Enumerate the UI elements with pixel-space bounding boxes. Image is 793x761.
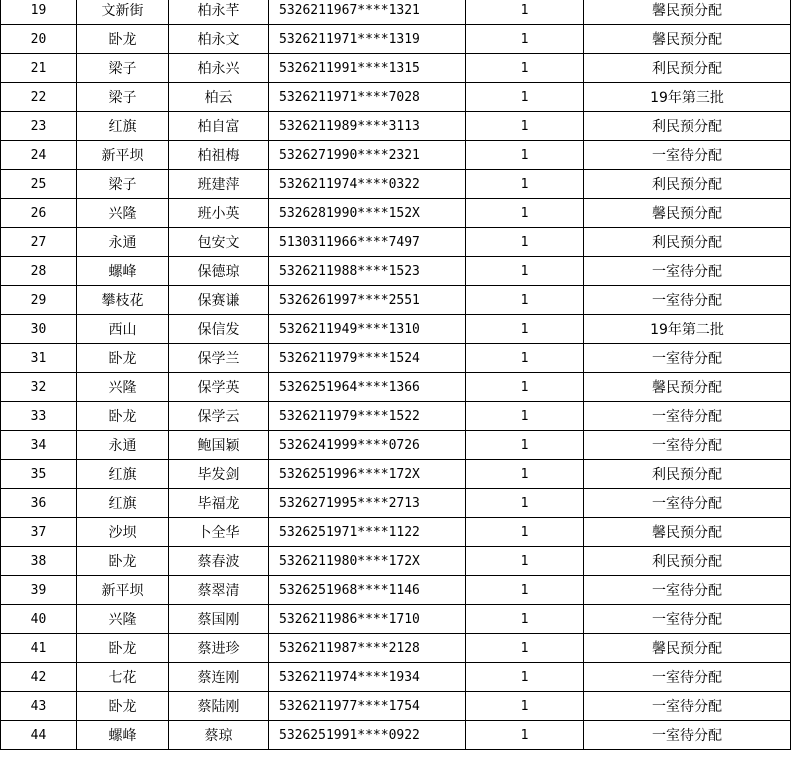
- id-number-cell: 5326211988****1523: [269, 257, 466, 286]
- status-cell: 一室待分配: [584, 431, 791, 460]
- row-number-cell: 21: [1, 54, 77, 83]
- quantity-cell: 1: [466, 141, 584, 170]
- row-number-cell: 40: [1, 605, 77, 634]
- row-number-cell: 23: [1, 112, 77, 141]
- table-row: [1, 634, 791, 663]
- id-number-cell: 5326211971****7028: [269, 83, 466, 112]
- quantity-cell: 1: [466, 83, 584, 112]
- row-number-cell: 35: [1, 460, 77, 489]
- table-row: [1, 54, 791, 83]
- status-cell: 19年第三批: [584, 83, 791, 112]
- quantity-cell: 1: [466, 344, 584, 373]
- row-number-cell: 32: [1, 373, 77, 402]
- status-cell: 一室待分配: [584, 605, 791, 634]
- id-number-cell: 5326251971****1122: [269, 518, 466, 547]
- table-row: [1, 431, 791, 460]
- id-number-cell: 5326211991****1315: [269, 54, 466, 83]
- area-cell: 新平坝: [77, 141, 169, 170]
- area-cell: 兴隆: [77, 373, 169, 402]
- id-number-cell: 5326271995****2713: [269, 489, 466, 518]
- quantity-cell: 1: [466, 199, 584, 228]
- id-number-cell: 5326211967****1321: [269, 0, 466, 25]
- status-cell: 馨民预分配: [584, 199, 791, 228]
- person-name-cell: 保学云: [169, 402, 269, 431]
- status-cell: 一室待分配: [584, 257, 791, 286]
- person-name-cell: 蔡翠清: [169, 576, 269, 605]
- table-row: [1, 25, 791, 54]
- area-cell: 螺峰: [77, 721, 169, 750]
- table-row: [1, 518, 791, 547]
- row-number-cell: 33: [1, 402, 77, 431]
- table-body: [1, 0, 791, 750]
- row-number-cell: 31: [1, 344, 77, 373]
- table-row: [1, 199, 791, 228]
- quantity-cell: 1: [466, 576, 584, 605]
- quantity-cell: 1: [466, 692, 584, 721]
- area-cell: 梁子: [77, 170, 169, 199]
- quantity-cell: 1: [466, 25, 584, 54]
- area-cell: 红旗: [77, 112, 169, 141]
- id-number-cell: 5326211989****3113: [269, 112, 466, 141]
- person-name-cell: 蔡进珍: [169, 634, 269, 663]
- person-name-cell: 保学兰: [169, 344, 269, 373]
- status-cell: 一室待分配: [584, 402, 791, 431]
- row-number-cell: 30: [1, 315, 77, 344]
- quantity-cell: 1: [466, 228, 584, 257]
- area-cell: 卧龙: [77, 547, 169, 576]
- row-number-cell: 34: [1, 431, 77, 460]
- area-cell: 卧龙: [77, 634, 169, 663]
- row-number-cell: 44: [1, 721, 77, 750]
- area-cell: 永通: [77, 228, 169, 257]
- id-number-cell: 5326211979****1524: [269, 344, 466, 373]
- area-cell: 梁子: [77, 54, 169, 83]
- table-row: [1, 402, 791, 431]
- person-name-cell: 柏云: [169, 83, 269, 112]
- person-name-cell: 毕发剑: [169, 460, 269, 489]
- table-row: [1, 83, 791, 112]
- row-number-cell: 37: [1, 518, 77, 547]
- status-cell: 利民预分配: [584, 547, 791, 576]
- id-number-cell: 5326211974****1934: [269, 663, 466, 692]
- status-cell: 利民预分配: [584, 170, 791, 199]
- area-cell: 攀枝花: [77, 286, 169, 315]
- quantity-cell: 1: [466, 721, 584, 750]
- status-cell: 馨民预分配: [584, 0, 791, 25]
- area-cell: 兴隆: [77, 605, 169, 634]
- id-number-cell: 5326271990****2321: [269, 141, 466, 170]
- status-cell: 一室待分配: [584, 663, 791, 692]
- id-number-cell: 5326261997****2551: [269, 286, 466, 315]
- status-cell: 馨民预分配: [584, 25, 791, 54]
- status-cell: 馨民预分配: [584, 518, 791, 547]
- person-name-cell: 蔡国刚: [169, 605, 269, 634]
- row-number-cell: 36: [1, 489, 77, 518]
- area-cell: 永通: [77, 431, 169, 460]
- id-number-cell: 5326211986****1710: [269, 605, 466, 634]
- area-cell: 兴隆: [77, 199, 169, 228]
- quantity-cell: 1: [466, 402, 584, 431]
- id-number-cell: 5326211974****0322: [269, 170, 466, 199]
- person-name-cell: 班建萍: [169, 170, 269, 199]
- quantity-cell: 1: [466, 54, 584, 83]
- person-name-cell: 柏永兴: [169, 54, 269, 83]
- status-cell: 一室待分配: [584, 489, 791, 518]
- id-number-cell: 5326211987****2128: [269, 634, 466, 663]
- person-name-cell: 包安文: [169, 228, 269, 257]
- id-number-cell: 5326241999****0726: [269, 431, 466, 460]
- id-number-cell: 5326251968****1146: [269, 576, 466, 605]
- person-name-cell: 柏祖梅: [169, 141, 269, 170]
- quantity-cell: 1: [466, 257, 584, 286]
- table-row: [1, 576, 791, 605]
- person-name-cell: 保赛谦: [169, 286, 269, 315]
- row-number-cell: 41: [1, 634, 77, 663]
- area-cell: 七花: [77, 663, 169, 692]
- table-row: [1, 0, 791, 25]
- id-number-cell: 5326211977****1754: [269, 692, 466, 721]
- id-number-cell: 5326251991****0922: [269, 721, 466, 750]
- status-cell: 一室待分配: [584, 286, 791, 315]
- table-row: [1, 663, 791, 692]
- row-number-cell: 20: [1, 25, 77, 54]
- person-name-cell: 蔡连刚: [169, 663, 269, 692]
- id-number-cell: 5326251964****1366: [269, 373, 466, 402]
- person-name-cell: 柏永芊: [169, 0, 269, 25]
- person-name-cell: 柏永文: [169, 25, 269, 54]
- area-cell: 卧龙: [77, 25, 169, 54]
- status-cell: 利民预分配: [584, 228, 791, 257]
- person-name-cell: 蔡陆刚: [169, 692, 269, 721]
- row-number-cell: 29: [1, 286, 77, 315]
- status-cell: 利民预分配: [584, 112, 791, 141]
- quantity-cell: 1: [466, 518, 584, 547]
- table-row: [1, 721, 791, 750]
- status-cell: 利民预分配: [584, 460, 791, 489]
- row-number-cell: 27: [1, 228, 77, 257]
- row-number-cell: 24: [1, 141, 77, 170]
- table-row: [1, 344, 791, 373]
- area-cell: 卧龙: [77, 344, 169, 373]
- quantity-cell: 1: [466, 286, 584, 315]
- area-cell: 西山: [77, 315, 169, 344]
- quantity-cell: 1: [466, 112, 584, 141]
- person-name-cell: 蔡琼: [169, 721, 269, 750]
- quantity-cell: 1: [466, 170, 584, 199]
- status-cell: 一室待分配: [584, 141, 791, 170]
- table-row: [1, 141, 791, 170]
- id-number-cell: 5130311966****7497: [269, 228, 466, 257]
- table-row: [1, 170, 791, 199]
- person-name-cell: 班小英: [169, 199, 269, 228]
- area-cell: 文新街: [77, 0, 169, 25]
- person-name-cell: 保学英: [169, 373, 269, 402]
- row-number-cell: 22: [1, 83, 77, 112]
- id-number-cell: 5326211949****1310: [269, 315, 466, 344]
- row-number-cell: 26: [1, 199, 77, 228]
- status-cell: 一室待分配: [584, 692, 791, 721]
- area-cell: 螺峰: [77, 257, 169, 286]
- person-name-cell: 蔡春波: [169, 547, 269, 576]
- quantity-cell: 1: [466, 663, 584, 692]
- area-cell: 新平坝: [77, 576, 169, 605]
- status-cell: 利民预分配: [584, 54, 791, 83]
- quantity-cell: 1: [466, 489, 584, 518]
- id-number-cell: 5326211971****1319: [269, 25, 466, 54]
- quantity-cell: 1: [466, 431, 584, 460]
- quantity-cell: 1: [466, 373, 584, 402]
- person-name-cell: 毕福龙: [169, 489, 269, 518]
- person-name-cell: 保信发: [169, 315, 269, 344]
- area-cell: 红旗: [77, 460, 169, 489]
- status-cell: 一室待分配: [584, 344, 791, 373]
- quantity-cell: 1: [466, 605, 584, 634]
- row-number-cell: 42: [1, 663, 77, 692]
- person-name-cell: 保德琼: [169, 257, 269, 286]
- table-row: [1, 489, 791, 518]
- table-row: [1, 460, 791, 489]
- id-number-cell: 5326281990****152X: [269, 199, 466, 228]
- area-cell: 卧龙: [77, 402, 169, 431]
- area-cell: 沙坝: [77, 518, 169, 547]
- table-row: [1, 315, 791, 344]
- quantity-cell: 1: [466, 547, 584, 576]
- person-name-cell: 柏自富: [169, 112, 269, 141]
- table-row: [1, 257, 791, 286]
- row-number-cell: 38: [1, 547, 77, 576]
- row-number-cell: 25: [1, 170, 77, 199]
- table-row: [1, 692, 791, 721]
- row-number-cell: 43: [1, 692, 77, 721]
- status-cell: 一室待分配: [584, 576, 791, 605]
- person-name-cell: 鲍国颖: [169, 431, 269, 460]
- area-cell: 梁子: [77, 83, 169, 112]
- quantity-cell: 1: [466, 634, 584, 663]
- status-cell: 馨民预分配: [584, 373, 791, 402]
- id-number-cell: 5326211979****1522: [269, 402, 466, 431]
- quantity-cell: 1: [466, 460, 584, 489]
- id-number-cell: 5326211980****172X: [269, 547, 466, 576]
- area-cell: 卧龙: [77, 692, 169, 721]
- row-number-cell: 19: [1, 0, 77, 25]
- quantity-cell: 1: [466, 0, 584, 25]
- table-row: [1, 373, 791, 402]
- status-cell: 19年第二批: [584, 315, 791, 344]
- status-cell: 一室待分配: [584, 721, 791, 750]
- table-row: [1, 286, 791, 315]
- area-cell: 红旗: [77, 489, 169, 518]
- person-name-cell: 卜全华: [169, 518, 269, 547]
- status-cell: 馨民预分配: [584, 634, 791, 663]
- table-row: [1, 547, 791, 576]
- row-number-cell: 28: [1, 257, 77, 286]
- table-row: [1, 605, 791, 634]
- quantity-cell: 1: [466, 315, 584, 344]
- id-number-cell: 5326251996****172X: [269, 460, 466, 489]
- table-row: [1, 112, 791, 141]
- row-number-cell: 39: [1, 576, 77, 605]
- table-row: [1, 228, 791, 257]
